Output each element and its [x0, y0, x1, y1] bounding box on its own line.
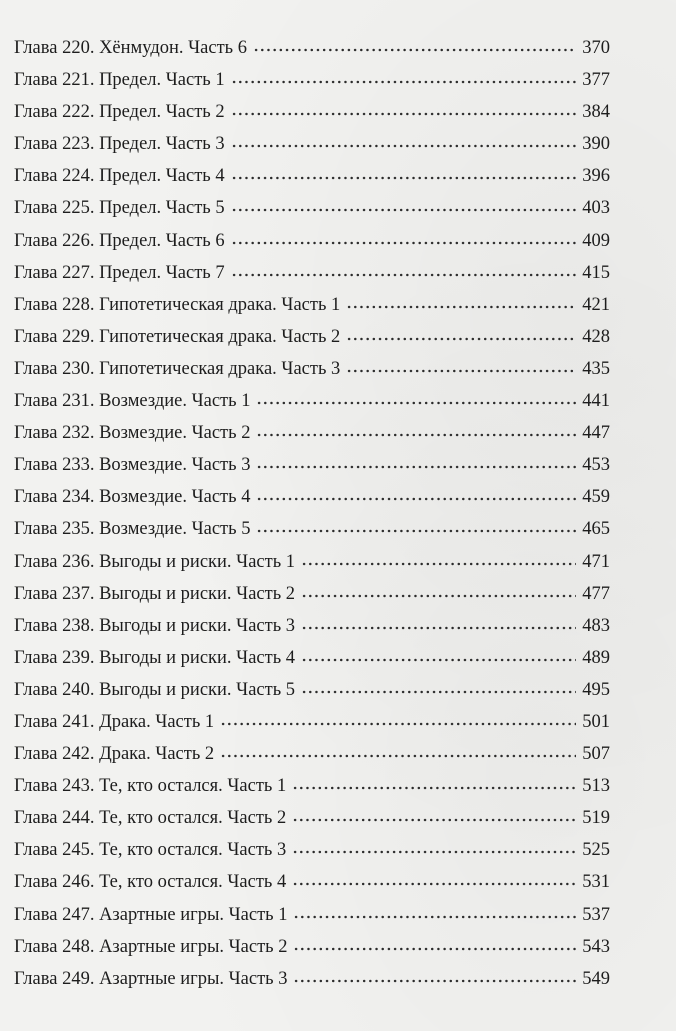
dot-leader: [253, 48, 576, 52]
toc-entry-title: Глава 225. Предел. Часть 5: [14, 198, 225, 219]
toc-entry-page-number: 513: [582, 776, 610, 797]
toc-entry: [14, 32, 610, 64]
toc-entry-title: Глава 232. Возмездие. Часть 2: [14, 423, 251, 444]
toc-entry-title: Глава 242. Драка. Часть 2: [14, 744, 215, 765]
dot-leader: [231, 241, 576, 245]
toc-entry-page-number: 403: [582, 198, 610, 219]
toc-entry: [14, 385, 610, 417]
toc-entry: [14, 128, 610, 160]
toc-entry-title: Глава 230. Гипотетическая драка. Часть 3: [14, 358, 341, 379]
dot-leader: [301, 562, 576, 566]
dot-leader: [301, 626, 576, 630]
toc-entry: [14, 257, 610, 289]
dot-leader: [293, 915, 576, 919]
dot-leader: [301, 594, 576, 598]
toc-entry-title: Глава 249. Азартные игры. Часть 3: [14, 968, 288, 989]
toc-entry: [14, 64, 610, 96]
toc-entry-page-number: 471: [582, 551, 610, 572]
toc-entry: [14, 321, 610, 353]
dot-leader: [231, 176, 576, 180]
toc-entry-page-number: 483: [582, 615, 610, 636]
toc-entry-title: Глава 227. Предел. Часть 7: [14, 262, 225, 283]
toc-entry: [14, 642, 610, 674]
toc-entry-page-number: 409: [582, 230, 610, 251]
toc-entry-page-number: 435: [582, 358, 610, 379]
dot-leader: [292, 818, 576, 822]
toc-entry-title: Глава 226. Предел. Часть 6: [14, 230, 225, 251]
toc-entry-page-number: 531: [582, 872, 610, 893]
dot-leader: [231, 80, 576, 84]
toc-entry-page-number: 501: [582, 711, 610, 732]
toc-entry: [14, 674, 610, 706]
toc-entry: [14, 225, 610, 257]
toc-entry: [14, 931, 610, 963]
toc-entry-page-number: 447: [582, 423, 610, 444]
table-of-contents: [14, 32, 610, 995]
toc-entry: [14, 96, 610, 128]
dot-leader: [256, 401, 576, 405]
toc-entry: [14, 417, 610, 449]
toc-entry-page-number: 384: [582, 102, 610, 123]
toc-entry-title: Глава 239. Выгоды и риски. Часть 4: [14, 647, 296, 668]
toc-entry-title: Глава 241. Драка. Часть 1: [14, 711, 215, 732]
dot-leader: [301, 690, 576, 694]
toc-entry-page-number: 477: [582, 583, 610, 604]
toc-entry-page-number: 519: [582, 808, 610, 829]
dot-leader: [231, 112, 576, 116]
toc-entry-title: Глава 243. Те, кто остался. Часть 1: [14, 776, 287, 797]
toc-entry: [14, 738, 610, 770]
toc-entry-title: Глава 220. Хёнмудон. Часть 6: [14, 38, 247, 58]
toc-entry: [14, 481, 610, 513]
dot-leader: [346, 337, 576, 341]
dot-leader: [292, 882, 576, 886]
toc-entry-title: Глава 245. Те, кто остался. Часть 3: [14, 840, 287, 861]
toc-entry-page-number: 549: [582, 968, 610, 989]
dot-leader: [292, 850, 576, 854]
toc-entry-page-number: 489: [582, 647, 610, 668]
toc-entry: [14, 160, 610, 192]
toc-entry-page-number: 537: [582, 904, 610, 925]
toc-entry: [14, 192, 610, 224]
dot-leader: [256, 433, 576, 437]
toc-entry-page-number: 465: [582, 519, 610, 540]
toc-entry-page-number: 415: [582, 262, 610, 283]
toc-entry-page-number: 396: [582, 166, 610, 187]
toc-entry-page-number: 543: [582, 936, 610, 957]
toc-entry-title: Глава 235. Возмездие. Часть 5: [14, 519, 251, 540]
toc-entry-title: Глава 236. Выгоды и риски. Часть 1: [14, 551, 296, 572]
dot-leader: [346, 305, 576, 309]
dot-leader: [292, 786, 576, 790]
toc-entry-title: Глава 244. Те, кто остался. Часть 2: [14, 808, 287, 829]
toc-entry-title: Глава 223. Предел. Часть 3: [14, 134, 225, 155]
toc-entry: [14, 449, 610, 481]
dot-leader: [256, 465, 576, 469]
toc-entry: [14, 513, 610, 545]
toc-entry-title: Глава 238. Выгоды и риски. Часть 3: [14, 615, 296, 636]
toc-entry: [14, 706, 610, 738]
toc-entry-title: Глава 233. Возмездие. Часть 3: [14, 455, 251, 476]
toc-entry-page-number: 525: [582, 840, 610, 861]
toc-entry-title: Глава 240. Выгоды и риски. Часть 5: [14, 679, 296, 700]
dot-leader: [231, 273, 576, 277]
toc-entry-title: Глава 228. Гипотетическая драка. Часть 1: [14, 294, 341, 315]
toc-entry-page-number: 421: [582, 294, 610, 315]
toc-entry-page-number: 459: [582, 487, 610, 508]
toc-entry-title: Глава 221. Предел. Часть 1: [14, 70, 225, 91]
dot-leader: [293, 947, 576, 951]
dot-leader: [301, 658, 576, 662]
dot-leader: [256, 529, 576, 533]
toc-entry: [14, 770, 610, 802]
toc-entry: [14, 802, 610, 834]
dot-leader: [256, 497, 576, 501]
toc-entry: [14, 353, 610, 385]
toc-entry: [14, 899, 610, 931]
toc-entry: [14, 546, 610, 578]
toc-entry: [14, 834, 610, 866]
toc-entry-title: Глава 246. Те, кто остался. Часть 4: [14, 872, 287, 893]
toc-entry-page-number: 377: [582, 70, 610, 91]
toc-entry: [14, 578, 610, 610]
toc-entry-title: Глава 237. Выгоды и риски. Часть 2: [14, 583, 296, 604]
dot-leader: [220, 754, 576, 758]
toc-entry-page-number: 495: [582, 679, 610, 700]
toc-entry: [14, 289, 610, 321]
toc-entry-title: Глава 222. Предел. Часть 2: [14, 102, 225, 123]
toc-entry-page-number: 370: [582, 38, 610, 58]
toc-entry-page-number: 428: [582, 326, 610, 347]
dot-leader: [293, 979, 576, 983]
dot-leader: [231, 208, 576, 212]
toc-entry-title: Глава 229. Гипотетическая драка. Часть 2: [14, 326, 341, 347]
toc-entry-title: Глава 224. Предел. Часть 4: [14, 166, 225, 187]
toc-entry-title: Глава 231. Возмездие. Часть 1: [14, 391, 251, 412]
toc-entry: [14, 610, 610, 642]
toc-entry-page-number: 390: [582, 134, 610, 155]
dot-leader: [231, 144, 576, 148]
toc-entry-page-number: 453: [582, 455, 610, 476]
toc-entry-title: Глава 234. Возмездие. Часть 4: [14, 487, 251, 508]
dot-leader: [220, 722, 576, 726]
toc-entry-page-number: 441: [582, 391, 610, 412]
dot-leader: [346, 369, 576, 373]
toc-entry-title: Глава 247. Азартные игры. Часть 1: [14, 904, 288, 925]
toc-entry-page-number: 507: [582, 744, 610, 765]
toc-entry: [14, 866, 610, 898]
toc-entry-title: Глава 248. Азартные игры. Часть 2: [14, 936, 288, 957]
toc-entry: [14, 963, 610, 995]
